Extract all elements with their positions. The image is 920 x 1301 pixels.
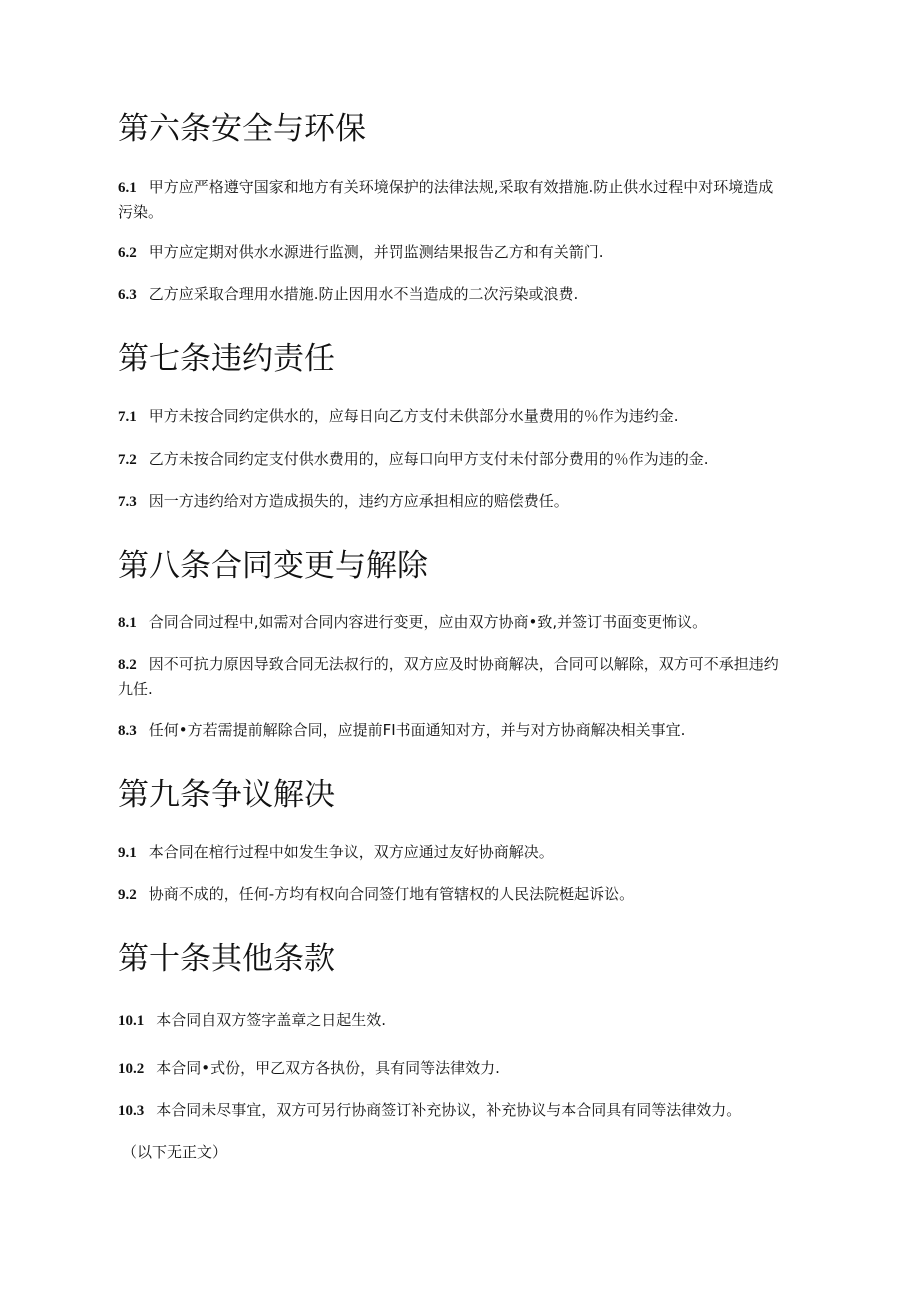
clause-number: 8.3 [118,723,137,739]
clause-text: 本合同在棺行过程中如发生争议，双方应通过友好协商解决。 [148,843,554,861]
clause-6-1 [118,175,783,224]
section-title-8: 第八条合同变更与解除 [118,548,428,584]
clause-number: 8.2 [118,657,137,673]
clause-text: 乙方应采取合理用水措施.防止因用水不当造成的二次污染或浪费. [148,285,579,303]
clause-number: 6.3 [118,287,137,303]
clause-number: 6.1 [118,180,137,196]
clause-text: 本合同自双方签字盖章之日起生效. [156,1011,387,1029]
clause-text: 甲方应严格遵守国家和地方有关环境保护的法律法规,采取有效措施.防止供水过程中对环境造成污染。 [118,178,774,221]
clause-7-3 [118,489,783,514]
clause-number: 6.2 [118,245,137,261]
clause-text: 乙方未按合同约定支付供水费用的，应每口向甲方支付未付部分费用的％作为违的金. [148,450,709,468]
clause-9-1 [118,840,783,865]
clause-text: 甲方未按合同约定供水的，应每日向乙方支付未供部分水量费用的％作为违约金. [148,407,679,425]
section-title-7: 第七条违约责任 [118,341,335,377]
clause-8-2 [118,652,783,701]
clause-text: 甲方应定期对供水水源进行监测，并罚监测结果报告乙方和有关箭门. [148,243,604,261]
clause-10-2 [118,1056,783,1081]
clause-text: 因不可抗力原因导致合同无法叔行的，双方应及时协商解决，合同可以解除，双方可不承担违约九任. [118,655,779,698]
clause-number: 7.2 [118,452,137,468]
clause-text: 任何•方若需提前解除合同，应提前FI书面通知对方，并与对方协商解决相关事宜. [148,721,686,739]
clause-number: 10.1 [118,1013,145,1029]
section-title-10: 第十条其他条款 [118,941,335,977]
closing-note: （以下无正文） [122,1143,228,1161]
clause-9-2 [118,882,783,907]
clause-8-1 [118,610,783,635]
clause-number: 9.2 [118,887,137,903]
clause-number: 10.2 [118,1061,145,1077]
clause-8-3 [118,718,783,743]
clause-10-1 [118,1008,783,1033]
clause-7-1 [118,404,783,429]
section-title-6: 第六条安全与环保 [118,111,366,147]
clause-text: 本合同未尽事宜，双方可另行协商签订补充协议，补充协议与本合同具有同等法律效力。 [156,1101,742,1119]
clause-number: 9.1 [118,845,137,861]
clause-number: 7.1 [118,409,137,425]
clause-6-3 [118,282,783,307]
clause-number: 7.3 [118,494,137,510]
clause-number: 8.1 [118,615,137,631]
clause-7-2 [118,447,783,472]
clause-text: 协商不成的，任何-方均有权向合同签仃地有管辖权的人民法院梃起诉讼。 [148,885,635,903]
clause-text: 本合同•式份，甲乙双方各执份，具有同等法律效力. [156,1059,500,1077]
clause-number: 10.3 [118,1103,145,1119]
clause-6-2 [118,240,783,265]
clause-text: 因一方违约给对方造成损失的，违约方应承担相应的赔偿费任。 [148,492,569,510]
clause-text: 合同合同过程中,如需对合同内容进行变更，应由双方协商•致,并签订书面变更怖议。 [148,613,708,631]
section-title-9: 第九条争议解决 [118,777,335,813]
clause-10-3 [118,1098,798,1123]
